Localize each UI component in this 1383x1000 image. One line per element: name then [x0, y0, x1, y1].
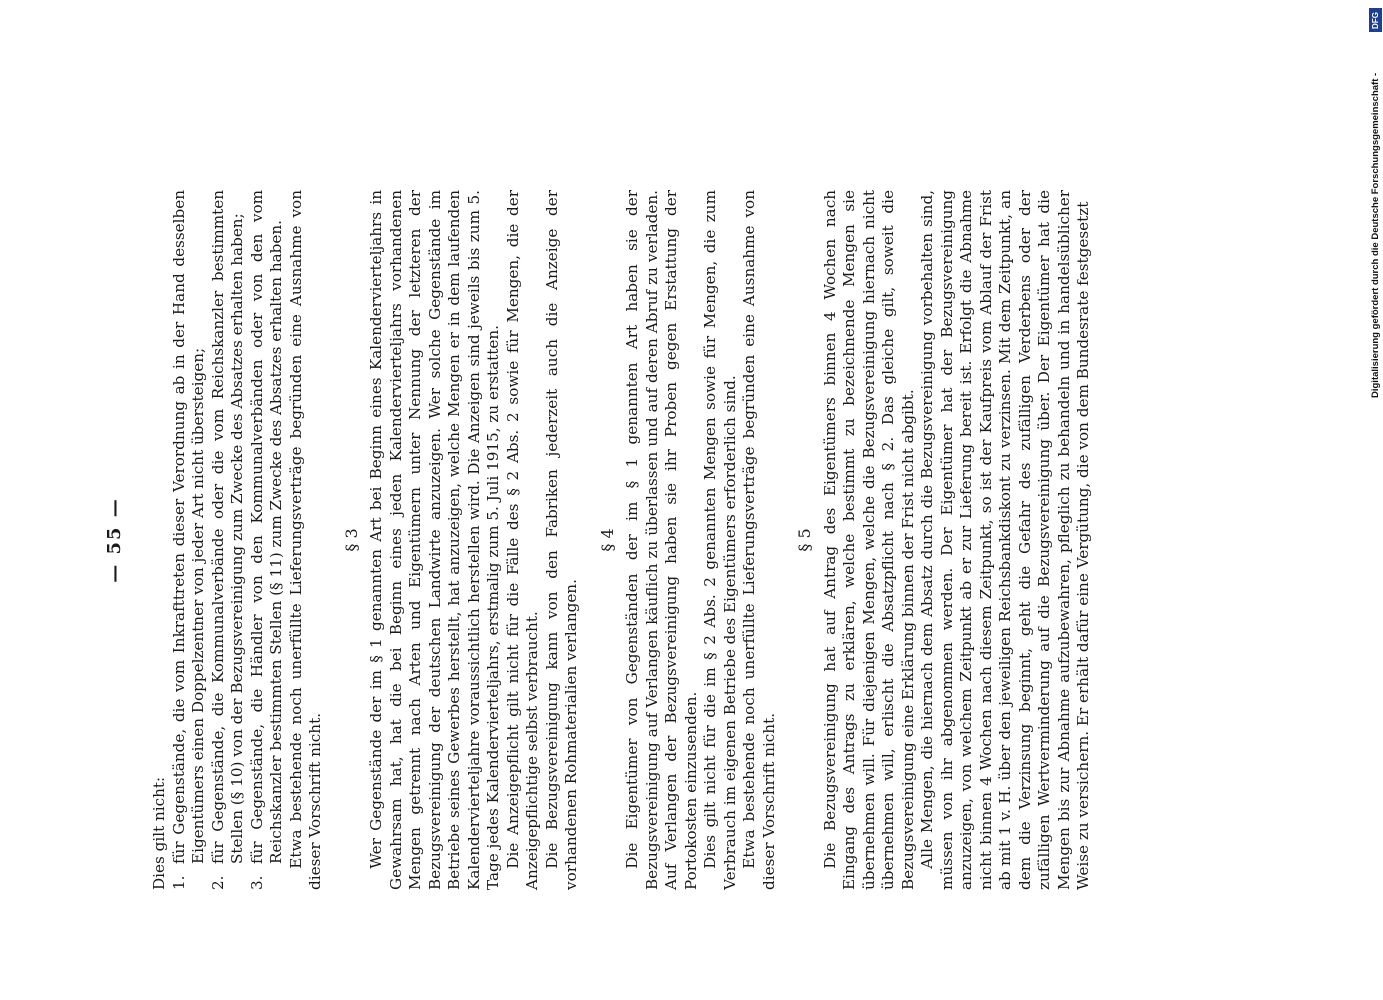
list-item [170, 190, 209, 890]
digitization-credit-text: Digitalisierung gefördert durch die Deutsche Forschungsgemeinschaft - [1370, 72, 1381, 398]
exemption-list [170, 190, 287, 890]
dfg-logo-text: DFG [1371, 11, 1381, 29]
intro-closing-paragraph: Etwa bestehende noch unerfüllte Lieferungsverträge begründen eine Ausnahme von dieser Vorschrift nicht. [286, 190, 324, 890]
section-4-paragraph-2: Dies gilt nicht für die im § 2 Abs. 2 genannten Mengen sowie für Mengen, die zum Verbrauch im eigenen Betriebe des Eigentümers erforderlich sind. [701, 190, 739, 890]
rotated-page-content [104, 190, 1240, 890]
section-4-title: § 4 [597, 528, 617, 552]
list-item-number: 2. [208, 875, 227, 890]
section-3-title: § 3 [341, 528, 361, 552]
list-item [248, 190, 287, 890]
section-5-title: § 5 [795, 528, 814, 552]
section-3-paragraph-1: Wer Gegenstände der im § 1 genannten Art bei Beginn eines Kalendervierteljahrs in Gewahrsam hat, hat die bei Beginn eines jeden Kalendervierteljahrs vorhandenen Mengen getrennt nach Arten und Eigentümern unter Nennung der letzteren der Bezugsvereinigung der deutschen Landwirte anzuzeigen. Wer solche Gegenstände im Betriebe seines Gewerbes herstellt, hat anzuzeigen, welche Mengen er in dem laufenden Kalendervierteljahre voraussichtlich herstellen wird. Die Anzeigen sind jeweils bis zum 5. Tage jedes Kalendervierteljahrs, erstmalig zum 5. Juli 1915, zu erstatten. [367, 190, 502, 890]
list-item-text: für Gegenstände, die Händler von den Kommunalverbänden oder von den vom Reichskanzler bestimmten Stellen (§ 11) zum Zwecke des Absatzes erhalten haben. [247, 190, 285, 864]
section-5-paragraph-2: Alle Mengen, die hiernach dem Absatz durch die Bezugsvereinigung vorbehalten sind, müssen von ihr abgenommen werden. Der Eigentümer hat der Bezugsvereinigung anzuzeigen, von welchem Zeitpunkt ab er zur Lieferung bereit ist. Erfolgt die Abnahme nicht binnen 4 Wochen nach diesem Zeitpunkt, so ist der Kaufpreis vom Ablauf der Frist ab mit 1 v. H. über den jeweiligen Reichsbankdiskont zu verzinsen. Mit dem Zeitpunkt, an dem die Verzinsung beginnt, geht die Gefahr des zufälligen Verderbens oder der zufälligen Wertverminderung auf die Bezugsvereinigung über. Der Eigentümer hat die Mengen bis zur Abnahme aufzubewahren, pfleglich zu behandeln und in handelsüblicher Weise zu versichern. Er erhält dafür eine Vergütung, die von dem Bundesrate festgesetzt [918, 190, 1092, 890]
list-item [209, 190, 248, 890]
list-item-text: für Gegenstände, die vom Inkrafttreten dieser Verordnung ab in der Hand desselben Eigentümers einen Doppelzentner von jeder Art nicht übersteigen; [169, 190, 207, 864]
list-item-number: 1. [169, 875, 188, 890]
intro-lead: Dies gilt nicht: [150, 776, 168, 890]
list-item-text: für Gegenstände, die Kommunalverbände oder die vom Reichskanzler bestimmten Stellen (§ 10) von der Bezugsvereinigung zum Zwecke des Absatzes erhalten haben; [208, 190, 246, 864]
section-3-paragraph-2: Die Anzeigepflicht gilt nicht für die Fälle des § 2 Abs. 2 sowie für Mengen, die der Anzeigepflichtige selbst verbraucht. [503, 190, 541, 890]
section-3-paragraph-3: Die Bezugsvereinigung kann von den Fabriken jederzeit auch die Anzeige der vorhandenen Rohmaterialien verlangen. [542, 190, 580, 890]
section-4-paragraph-1: Die Eigentümer von Gegenständen der im § 1 genannten Art haben sie der Bezugsvereinigung auf Verlangen käuflich zu überlassen und auf deren Abruf zu verladen. Auf Verlangen der Bezugsvereinigung haben sie ihr Proben gegen Erstattung der Portokosten einzusenden. [623, 190, 700, 890]
page-number: — 55 — [104, 497, 125, 583]
section-4-paragraph-3: Etwa bestehende noch unerfüllte Lieferungsverträge begründen eine Ausnahme von dieser Vorschrift nicht. [740, 190, 778, 890]
section-5-paragraph-1: Die Bezugsvereinigung hat auf Antrag des Eigentümers binnen 4 Wochen nach Eingang des Antrags zu erklären, welche bestimmt zu bezeichnende Mengen sie übernehmen will. Für diejenigen Mengen, welche die Bezugsvereinigung hiernach nicht übernehmen will, erlischt die Absatzpflicht nach § 2. Das gleiche gilt, soweit die Bezugsvereinigung eine Erklärung binnen der Frist nicht abgibt. [820, 190, 917, 890]
list-item-number: 3. [247, 875, 266, 890]
digitization-credit [1368, 8, 1383, 398]
